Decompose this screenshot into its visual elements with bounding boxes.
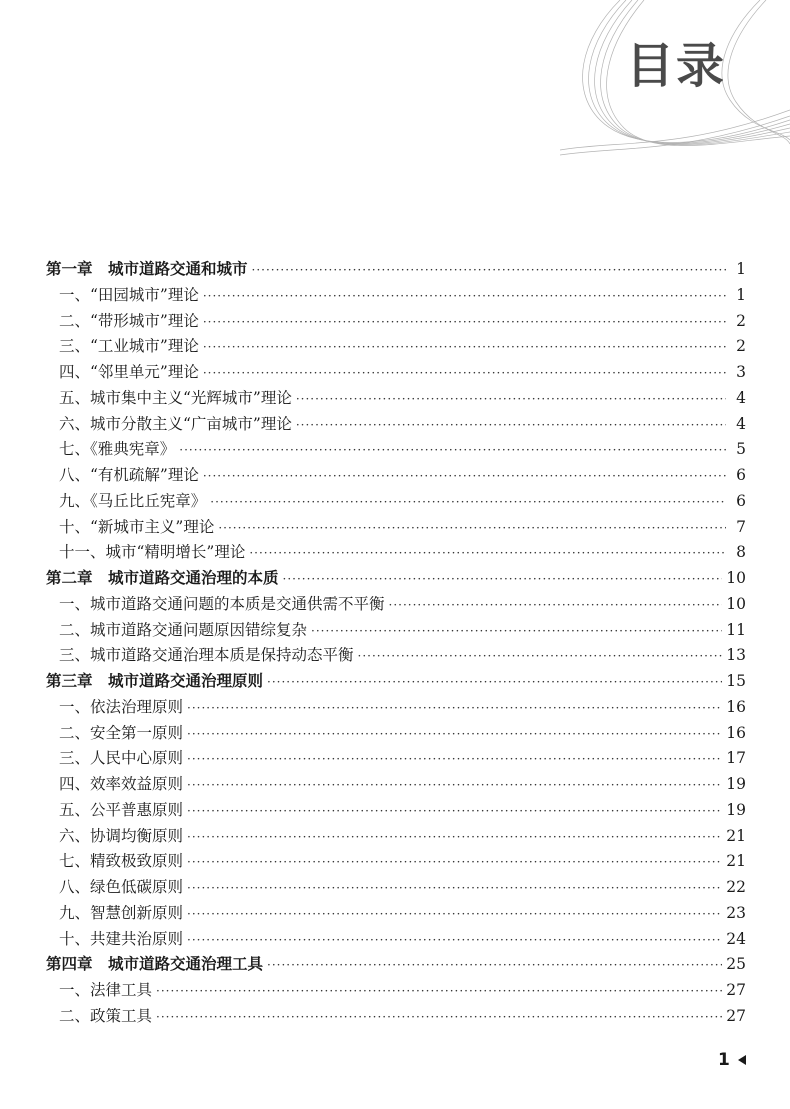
toc-entry-page: 1: [736, 260, 746, 278]
toc-entry-label: 三、人民中心原则: [59, 749, 184, 768]
toc-entry-label: 二、政策工具: [59, 1006, 153, 1025]
toc-entry-page: 4: [736, 414, 746, 433]
toc-entry-label: 二、城市道路交通问题原因错综复杂: [59, 620, 308, 639]
toc-entry-page: 27: [726, 1006, 746, 1025]
toc-entry-page: 3: [736, 363, 746, 381]
toc-section-entry[interactable]: [46, 798, 746, 824]
toc-entry-label: 八、“有机疏解”理论: [59, 466, 199, 484]
toc-chapter-entry[interactable]: [46, 669, 746, 695]
dot-leader: [187, 804, 722, 818]
toc-entry-label: 七、精致极致原则: [59, 852, 184, 871]
toc-entry-label: 二、“带形城市”理论: [59, 311, 199, 330]
toc-entry-label: 二、安全第一原则: [59, 723, 184, 742]
toc-section-entry[interactable]: [46, 309, 746, 335]
dot-leader: [187, 830, 722, 844]
toc-entry-page: 1: [736, 285, 746, 304]
dot-leader: [296, 418, 726, 432]
dot-leader: [187, 701, 722, 715]
toc-section-entry[interactable]: [46, 283, 746, 309]
dot-leader: [389, 598, 723, 612]
dot-leader: [203, 469, 726, 483]
toc-entry-label: 六、协调均衡原则: [59, 826, 184, 845]
toc-entry-label: 七、《雅典宪章》: [59, 440, 176, 459]
toc-entry-page: 27: [726, 981, 746, 999]
toc-section-entry[interactable]: [46, 463, 746, 489]
dot-leader: [210, 495, 726, 509]
dot-leader: [218, 521, 726, 535]
toc-entry-label: 五、公平普惠原则: [59, 800, 184, 819]
toc-chapter-entry[interactable]: [46, 257, 746, 283]
dot-leader: [187, 933, 722, 947]
toc-entry-page: 7: [736, 517, 746, 536]
toc-entry-label: 十一、城市“精明增长”理论: [59, 543, 246, 562]
toc-entry-page: 8: [736, 543, 746, 562]
dot-leader: [358, 649, 723, 663]
dot-leader: [296, 392, 726, 406]
toc-entry-label: 一、法律工具: [59, 981, 153, 999]
toc-section-entry[interactable]: [46, 721, 746, 747]
toc-entry-page: 16: [726, 723, 746, 742]
toc-entry-page: 16: [726, 697, 746, 716]
toc-section-entry[interactable]: [46, 592, 746, 618]
toc-section-entry[interactable]: [46, 901, 746, 927]
toc-entry-page: 5: [736, 440, 746, 459]
toc-entry-page: 19: [726, 800, 746, 819]
toc-section-entry[interactable]: [46, 849, 746, 875]
toc-entry-label: 三、“工业城市”理论: [59, 337, 199, 356]
toc-entry-label: 六、城市分散主义“广亩城市”理论: [59, 414, 292, 433]
toc-entry-label: 一、依法治理原则: [59, 697, 184, 716]
toc-section-entry[interactable]: [46, 618, 746, 644]
toc-entry-label: 十、共建共治原则: [59, 929, 184, 948]
toc-section-entry[interactable]: [46, 875, 746, 901]
toc-entry-page: 19: [726, 775, 746, 793]
toc-entry-page: 22: [726, 878, 746, 896]
toc-section-entry[interactable]: [46, 540, 746, 566]
dot-leader: [156, 1010, 722, 1024]
toc-section-entry[interactable]: [46, 334, 746, 360]
dot-leader: [187, 778, 722, 792]
toc-entry-page: 13: [726, 646, 746, 665]
dot-leader: [203, 340, 726, 354]
toc-section-entry[interactable]: [46, 772, 746, 798]
toc-entry-page: 4: [736, 388, 746, 407]
page-number: 1: [718, 1050, 730, 1070]
toc-entry-page: 21: [726, 852, 746, 871]
table-of-contents: [46, 257, 746, 1030]
toc-chapter-entry[interactable]: [46, 952, 746, 978]
toc-entry-page: 15: [726, 672, 746, 690]
toc-entry-page: 6: [736, 491, 746, 510]
toc-section-entry[interactable]: [46, 824, 746, 850]
page-title: 目录: [626, 38, 727, 94]
dot-leader: [179, 443, 726, 457]
toc-entry-page: 2: [736, 337, 746, 356]
toc-section-entry[interactable]: [46, 927, 746, 953]
dot-leader: [187, 727, 722, 741]
toc-entry-page: 24: [726, 929, 746, 948]
dot-leader: [203, 366, 726, 380]
dot-leader: [203, 289, 726, 303]
dot-leader: [311, 624, 722, 638]
dot-leader: [187, 855, 722, 869]
toc-entry-label: 五、城市集中主义“光辉城市”理论: [59, 388, 292, 407]
toc-section-entry[interactable]: [46, 643, 746, 669]
toc-entry-page: 10: [726, 594, 746, 613]
toc-entry-label: 四、效率效益原则: [59, 775, 184, 793]
toc-chapter-entry[interactable]: [46, 566, 746, 592]
dot-leader: [187, 752, 722, 766]
toc-entry-page: 2: [736, 311, 746, 330]
toc-entry-label: 一、“田园城市”理论: [59, 285, 199, 304]
toc-section-entry[interactable]: [46, 695, 746, 721]
toc-entry-label: 一、城市道路交通问题的本质是交通供需不平衡: [59, 594, 385, 613]
dot-leader: [249, 546, 726, 560]
toc-entry-page: 25: [726, 955, 746, 974]
toc-entry-label: 三、城市道路交通治理本质是保持动态平衡: [59, 646, 354, 665]
toc-entry-page: 10: [726, 569, 746, 587]
toc-section-entry[interactable]: [46, 978, 746, 1004]
toc-entry-label: 第一章 城市道路交通和城市: [46, 259, 248, 278]
dot-leader: [267, 675, 722, 689]
toc-entry-label: 第四章 城市道路交通治理工具: [46, 954, 264, 974]
dot-leader: [267, 958, 722, 972]
triangle-left-icon: [738, 1055, 746, 1065]
toc-entry-label: 八、绿色低碳原则: [59, 878, 184, 896]
dot-leader: [283, 572, 723, 586]
toc-section-entry[interactable]: [46, 412, 746, 438]
dot-leader: [252, 263, 726, 277]
toc-entry-label: 九、智慧创新原则: [59, 903, 184, 922]
toc-entry-label: 十、“新城市主义”理论: [59, 517, 215, 536]
dot-leader: [187, 907, 722, 921]
toc-section-entry[interactable]: [46, 515, 746, 541]
toc-entry-label: 第二章 城市道路交通治理的本质: [46, 568, 279, 587]
toc-section-entry[interactable]: [46, 437, 746, 463]
toc-section-entry[interactable]: [46, 386, 746, 412]
toc-entry-label: 九、《马丘比丘宪章》: [59, 491, 207, 510]
dot-leader: [187, 881, 722, 895]
dot-leader: [203, 315, 726, 329]
toc-entry-page: 21: [726, 826, 746, 845]
toc-section-entry[interactable]: [46, 1004, 746, 1030]
toc-section-entry[interactable]: [46, 489, 746, 515]
toc-entry-page: 11: [726, 620, 746, 639]
toc-entry-label: 第三章 城市道路交通治理原则: [46, 671, 264, 690]
dot-leader: [156, 984, 722, 998]
toc-entry-page: 6: [736, 466, 746, 484]
toc-entry-label: 四、“邻里单元”理论: [59, 363, 199, 381]
toc-entry-page: 23: [726, 903, 746, 922]
toc-section-entry[interactable]: [46, 360, 746, 386]
toc-entry-page: 17: [726, 749, 746, 768]
toc-section-entry[interactable]: [46, 746, 746, 772]
